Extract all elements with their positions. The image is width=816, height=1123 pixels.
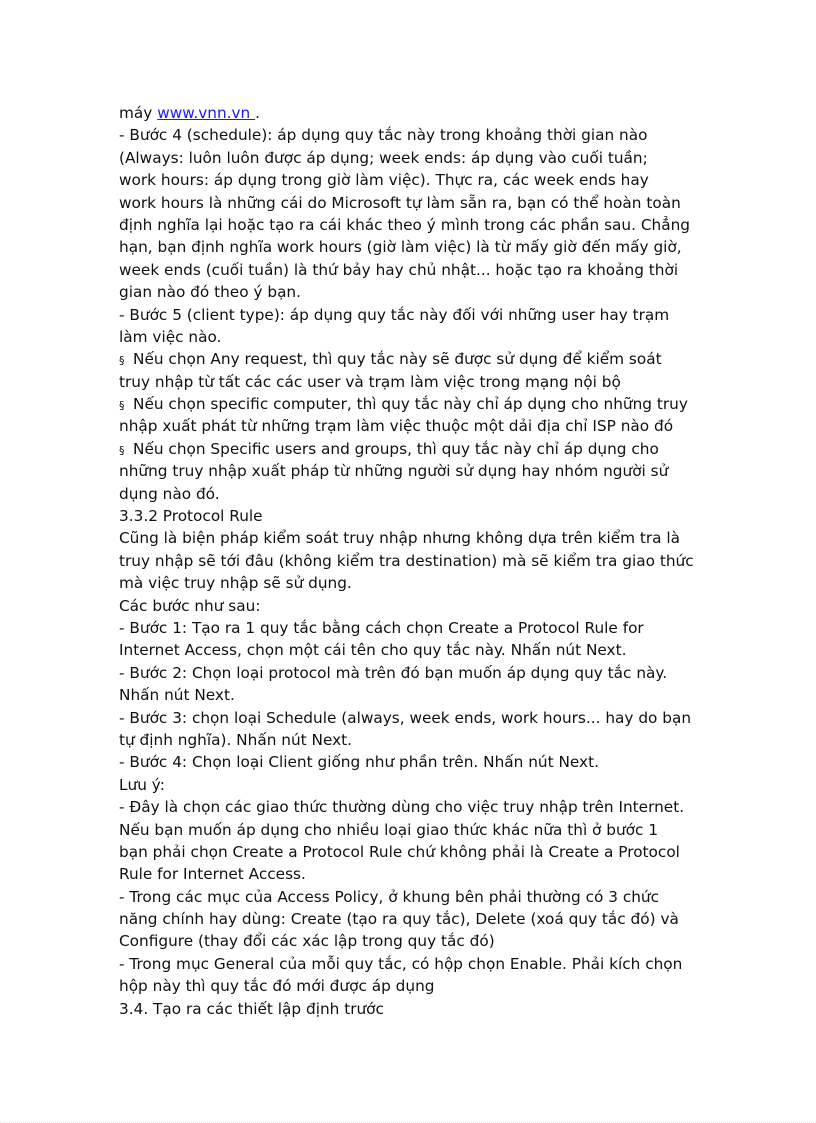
bullet-text: Nếu chọn Any request, thì quy tắc này sẽ được sử dụng để kiểm soát [133, 350, 662, 369]
text-line: tự định nghĩa). Nhấn nút Next. [119, 730, 353, 749]
text-line: dụng nào đó. [119, 484, 220, 503]
text-line: - Đây là chọn các giao thức thường dùng cho việc truy nhập trên Internet. [119, 798, 685, 817]
text-line: - Bước 5 (client type): áp dụng quy tắc này đối với những user hay trạm [119, 305, 670, 324]
text-line: Nhấn nút Next. [119, 686, 235, 705]
text-line: - Bước 2: Chọn loại protocol mà trên đó bạn muốn áp dụng quy tắc này. [119, 663, 668, 682]
text-line: bạn phải chọn Create a Protocol Rule chứ không phải là Create a Protocol [119, 842, 680, 861]
text-line [119, 102, 699, 124]
text-line: hộp này thì quy tắc đó mới được áp dụng [119, 977, 435, 996]
text-line: năng chính hay dùng: Create (tạo ra quy tắc), Delete (xoá quy tắc đó) và [119, 910, 679, 929]
section-heading: 3.4. Tạo ra các thiết lập định trước [119, 999, 384, 1018]
text-line: Các bước như sau: [119, 596, 261, 615]
text-line: Nếu bạn muốn áp dụng cho nhiều loại giao thức khác nữa thì ở bước 1 [119, 820, 659, 839]
text-line: work hours: áp dụng trong giờ làm việc). Thực ra, các week ends hay [119, 171, 649, 190]
text-line: hạn, bạn định nghĩa work hours (giờ làm việc) là từ mấy giờ đến mấy giờ, [119, 238, 682, 257]
text-line: - Bước 4 (schedule): áp dụng quy tắc này trong khoảng thời gian nào [119, 126, 648, 145]
hyperlink-vnn[interactable]: www.vnn.vn [157, 104, 256, 122]
section-bullet-icon: § [119, 399, 125, 413]
text-line: truy nhập sẽ tới đâu (không kiểm tra destination) mà sẽ kiểm tra giao thức [119, 551, 694, 570]
text-prefix: máy [119, 104, 158, 122]
text-line: - Trong mục General của mỗi quy tắc, có hộp chọn Enable. Phải kích chọn [119, 954, 683, 973]
text-line: mà việc truy nhập sẽ sử dụng. [119, 574, 352, 593]
bullet-line [119, 393, 699, 415]
bullet-text: Nếu chọn specific computer, thì quy tắc này chỉ áp dụng cho những truy [133, 395, 688, 414]
section-bullet-icon: § [119, 354, 125, 368]
text-line: - Bước 3: chọn loại Schedule (always, week ends, work hours... hay do bạn [119, 708, 692, 727]
section-bullet-icon: § [119, 443, 125, 457]
bullet-line [119, 438, 699, 460]
text-line: - Trong các mục của Access Policy, ở khung bên phải thường có 3 chức [119, 887, 660, 906]
text-line: định nghĩa lại hoặc tạo ra cái khác theo ý mình trong các phần sau. Chẳng [119, 215, 690, 234]
text-line: Cũng là biện pháp kiểm soát truy nhập nhưng không dựa trên kiểm tra là [119, 529, 681, 548]
text-line: Configure (thay đổi các xác lập trong quy tắc đó) [119, 932, 495, 951]
text-line: Internet Access, chọn một cái tên cho quy tắc này. Nhấn nút Next. [119, 641, 627, 660]
text-line: làm việc nào. [119, 327, 222, 346]
bullet-line [119, 348, 699, 370]
text-line: - Bước 4: Chọn loại Client giống như phần trên. Nhấn nút Next. [119, 753, 599, 772]
text-line: Rule for Internet Access. [119, 865, 306, 884]
bullet-text: Nếu chọn Specific users and groups, thì quy tắc này chỉ áp dụng cho [133, 439, 659, 458]
text-line: work hours là những cái do Microsoft tự làm sẵn ra, bạn có thể hoàn toàn [119, 193, 681, 212]
text-line: (Always: luôn luôn được áp dụng; week ends: áp dụng vào cuối tuần; [119, 148, 648, 167]
text-line: những truy nhập xuất pháp từ những người sử dụng hay nhóm người sử [119, 462, 669, 481]
text-line: - Bước 1: Tạo ra 1 quy tắc bằng cách chọn Create a Protocol Rule for [119, 618, 644, 637]
document-body [119, 102, 699, 1020]
section-heading: 3.3.2 Protocol Rule [119, 507, 263, 526]
text-suffix: . [255, 104, 260, 122]
text-line: truy nhập từ tất các các user và trạm làm việc trong mạng nội bộ [119, 372, 621, 391]
text-line: Lưu ý: [119, 775, 165, 794]
text-line: gian nào đó theo ý bạn. [119, 283, 301, 302]
text-line: week ends (cuối tuần) là thứ bảy hay chủ nhật... hoặc tạo ra khoảng thời [119, 260, 679, 279]
text-line: nhập xuất phát từ những trạm làm việc thuộc một dải địa chỉ ISP nào đó [119, 417, 674, 436]
